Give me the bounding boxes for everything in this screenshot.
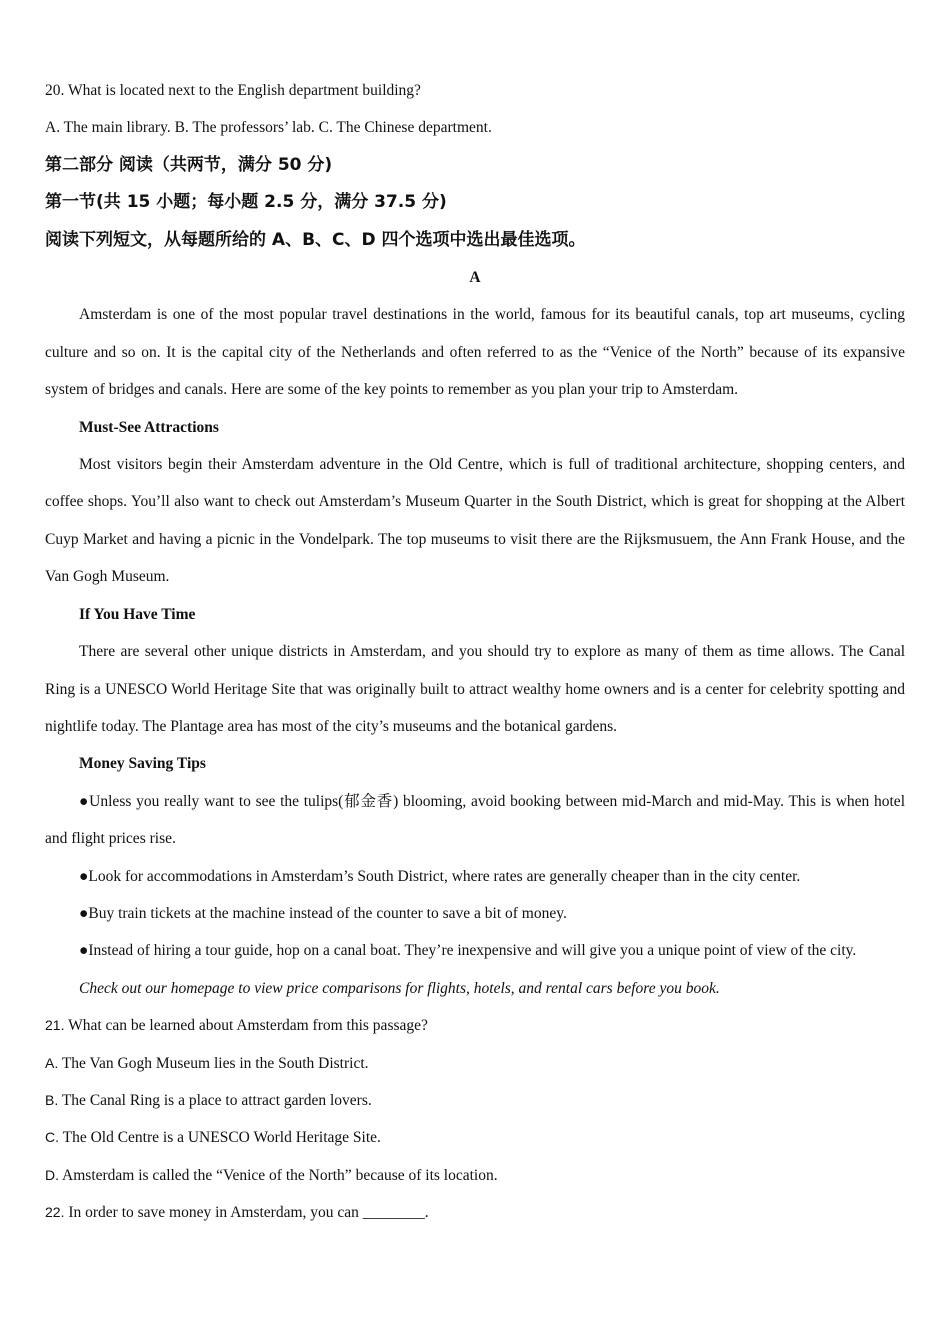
q20-question: 20. What is located next to the English department building? [45, 82, 421, 99]
passage-label: A [469, 269, 481, 287]
section1-heading: 第一节(共 15 小题；每小题 2.5 分，满分 37.5 分) [45, 192, 447, 213]
q22-number: 22. [45, 1204, 65, 1221]
q21-option-d-text: Amsterdam is called the “Venice of the North” because of its location. [62, 1166, 498, 1184]
q21-question-line [45, 1007, 905, 1044]
must-see-title: Must-See Attractions [79, 418, 219, 436]
q22-question-line [45, 1194, 905, 1231]
closing-note: Check out our homepage to view price comparisons for flights, hotels, and rental cars before you book. [79, 979, 720, 997]
money-tip-3: ●Buy train tickets at the machine instead of the counter to save a bit of money. [79, 904, 567, 922]
q22-question: In order to save money in Amsterdam, you can ________. [68, 1204, 429, 1222]
if-time-title: If You Have Time [79, 605, 196, 623]
q21-option-c [45, 1119, 905, 1156]
q21-option-c-letter: C. [45, 1129, 59, 1146]
q21-option-a-text: The Van Gogh Museum lies in the South District. [61, 1054, 369, 1072]
money-tip-4: ●Instead of hiring a tour guide, hop on a canal boat. They’re inexpensive and will give you a unique point of view of the city. [79, 942, 857, 960]
q21-option-b-text: The Canal Ring is a place to attract garden lovers. [61, 1091, 372, 1109]
q21-option-d-letter: D. [45, 1166, 59, 1183]
passage-intro: Amsterdam is one of the most popular travel destinations in the world, famous for its beautiful canals, top art museums, cycling culture and so on. It is the capital city of the Netherlands and often referred to as the “Venice of the North” because of its expansive system of bridges and canals. Here are some of the key points to remember as you plan your trip to Amsterdam. [45, 306, 905, 399]
must-see-text: Most visitors begin their Amsterdam adventure in the Old Centre, which is full of traditional architecture, shopping centers, and coffee shops. You’ll also want to check out Amsterdam’s Museum Quarter in the South District, which is great for shopping at the Albert Cuyp Market and having a picnic in the Vondelpark. The top museums to visit there are the Rijksmusuem, the Ann Frank House, and the Van Gogh Museum. [45, 456, 905, 586]
q21-option-d [45, 1157, 905, 1194]
q21-option-b-letter: B. [45, 1091, 59, 1108]
q21-question: What can be learned about Amsterdam from this passage? [68, 1017, 428, 1035]
if-time-text: There are several other unique districts in Amsterdam, and you should try to explore as many of them as time allows. The Canal Ring is a UNESCO World Heritage Site that was originally built to attract wealthy home owners and is a center for celebrity spotting and nightlife today. The Plantage area has most of the city’s museums and the botanical gardens. [45, 643, 905, 735]
q21-number: 21. [45, 1017, 65, 1034]
q21-option-a-letter: A. [45, 1054, 59, 1071]
q20-options: A. The main library. B. The professors’ lab. C. The Chinese department. [45, 119, 492, 137]
q21-option-c-text: The Old Centre is a UNESCO World Heritage Site. [62, 1129, 381, 1147]
instruction-heading: 阅读下列短文，从每题所给的 A、B、C、D 四个选项中选出最佳选项。 [45, 229, 586, 250]
q21-option-b [45, 1082, 905, 1119]
exam-page [45, 72, 905, 1232]
money-tip-2: ●Look for accommodations in Amsterdam’s South District, where rates are generally cheaper than in the city center. [79, 867, 801, 885]
q21-option-a [45, 1045, 905, 1082]
money-tip-1: ●Unless you really want to see the tulips(郁金香) blooming, avoid booking between mid-March and mid-May. This is when hotel and flight prices rise. [45, 792, 905, 848]
money-tips-title: Money Saving Tips [79, 755, 206, 773]
part2-heading: 第二部分 阅读（共两节，满分 50 分) [45, 154, 333, 175]
